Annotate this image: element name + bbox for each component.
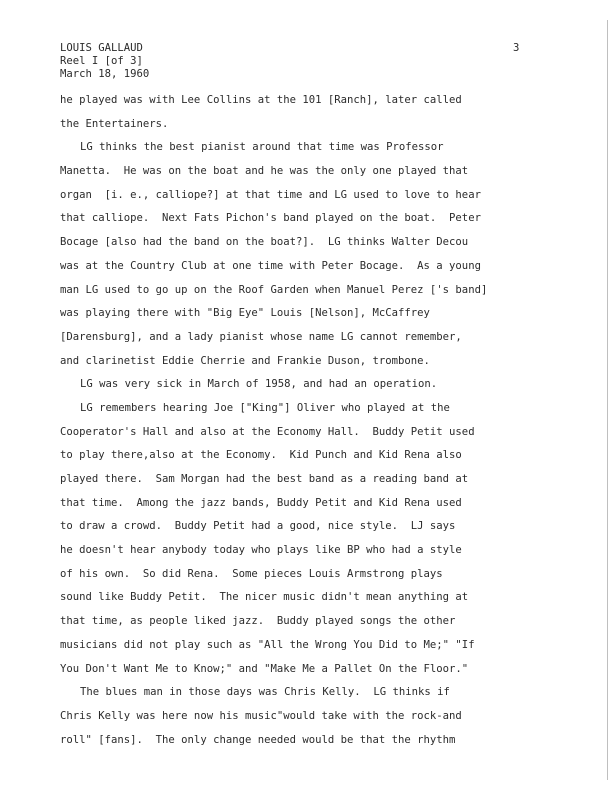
transcript-line: was at the Country Club at one time with Peter Bocage. As a young [60, 259, 481, 272]
transcript-line: roll" [fans]. The only change needed would be that the rhythm [60, 733, 456, 746]
transcript-line: he played was with Lee Collins at the 101 [Ranch], later called [60, 94, 462, 106]
transcript-line: LG was very sick in March of 1958, and had an operation. [80, 378, 438, 391]
transcript-line: LG remembers hearing Joe ["King"] Oliver who played at the [80, 401, 450, 414]
transcript-line: that time, as people liked jazz. Buddy played songs the other [60, 615, 456, 628]
transcript-line: and clarinetist Eddie Cherrie and Frankie Duson, trombone. [60, 354, 430, 367]
transcript-line: played there. Sam Morgan had the best band as a reading band at [60, 473, 469, 485]
transcript-line: Chris Kelly was here now his music"would take with the rock-and [60, 709, 462, 722]
transcript-line: he doesn't hear anybody today who plays like BP who had a style [60, 544, 462, 557]
transcript-line: of his own. So did Rena. Some pieces Louis Armstrong plays [60, 567, 443, 580]
interview-date: March 18, 1960 [60, 68, 150, 80]
transcript-line: sound like Buddy Petit. The nicer music didn't mean anything at [60, 591, 469, 604]
transcript-line: was playing there with "Big Eye" Louis [Nelson], McCaffrey [60, 307, 430, 320]
transcript-line: Manetta. He was on the boat and he was the only one played that [60, 165, 469, 178]
transcript-line: to draw a crowd. Buddy Petit had a good, nice style. LJ says [60, 520, 456, 533]
transcript-line: to play there,also at the Economy. Kid Punch and Kid Rena also [60, 449, 462, 462]
transcript-body [60, 92, 560, 755]
transcript-line: organ [i. e., calliope?] at that time and LG used to love to hear [60, 188, 481, 201]
transcript-line: The blues man in those days was Chris Kelly. LG thinks if [80, 686, 450, 699]
transcript-line: LG thinks the best pianist around that time was Professor [80, 141, 444, 154]
page-number: 3 [513, 42, 520, 54]
transcript-line: that calliope. Next Fats Pichon's band played on the boat. Peter [60, 212, 481, 225]
transcript-line: that time. Among the jazz bands, Buddy Petit and Kid Rena used [60, 496, 462, 509]
interviewee-name: LOUIS GALLAUD [60, 42, 143, 54]
transcript-line: Cooperator's Hall and also at the Economy Hall. Buddy Petit used [60, 425, 475, 438]
transcript-line: musicians did not play such as "All the Wrong You Did to Me;" "If [60, 638, 475, 651]
transcript-line: [Darensburg], and a lady pianist whose name LG cannot remember, [60, 330, 462, 343]
document-header [60, 42, 149, 81]
page-edge [607, 20, 608, 780]
transcript-line: the Entertainers. [60, 117, 169, 130]
transcript-line: man LG used to go up on the Roof Garden when Manuel Perez ['s band] [60, 283, 488, 296]
reel-label: Reel I [of 3] [60, 55, 143, 67]
transcript-line: You Don't Want Me to Know;" and "Make Me a Pallet On the Floor." [60, 662, 469, 675]
transcript-line: Bocage [also had the band on the boat?]. LG thinks Walter Decou [60, 236, 469, 249]
